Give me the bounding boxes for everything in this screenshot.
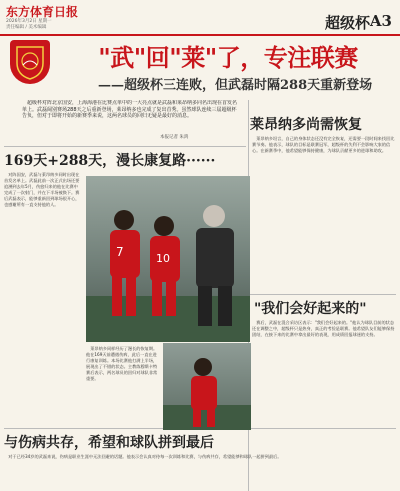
- match-photo: [86, 176, 250, 342]
- right-article-2-body: 赛后，武磊在混合采访区表示："我们会好起来的。"他认为球队目前的状态还在调整之中，超级杯只是热身，真正的考验是联赛。他希望队友们能够保持团结，在接下来的比赛中拿出最好的表现，用成绩回报球迷的支持。: [252, 320, 395, 337]
- bottom-article-body: 对于已经34岁的武磊来说，伤病是职业生涯中无法回避的话题。他表示会认真对待每一次训练和比赛，与伤病共存，希望能够和球队一起拼到最后。: [8, 454, 282, 459]
- section-divider: [250, 294, 396, 295]
- shanghai-port-crest-icon: [10, 40, 50, 84]
- section-title: 超级杯: [324, 14, 370, 32]
- player-photo-illustration: [163, 343, 251, 430]
- main-headline: "武"回"莱"了，专注联赛: [98, 43, 358, 72]
- right-article-2-title: "我们会好起来的": [254, 301, 367, 317]
- lead-byline: 本报记者 朱鸿: [160, 135, 189, 140]
- left-article-body: 莱昂纳多同样经历了漫长的恢复期。他在169天前遭遇伤病，此后一直在进行康复训练。本场比赛他打满上半场，展现出了不错的状态。主教练穆斯卡特赛后表示，两名球员的回归对球队非常重要。: [86, 346, 158, 381]
- svg-text:10: 10: [156, 252, 170, 265]
- masthead-date: 2026年3月2日 星期一: [6, 19, 52, 24]
- right-article-1-title: 莱昂纳多尚需恢复: [250, 117, 362, 133]
- page-number: A3: [369, 12, 392, 30]
- match-photo-illustration: [86, 176, 250, 342]
- svg-text:7: 7: [116, 245, 124, 259]
- left-article-body: 对阵国安，武磊与莱昂纳多同时出现在首发名单上。武磊此前一次正式出场还要追溯到去年5月，伤愈归来的他在比赛中完成了一次射门，并在下半场被换下。赛后武磊表示，能够重新回到球场很开心，也感谢所有一直支持他的人。: [4, 172, 80, 207]
- masthead-editor: 责任编辑 / 美术编辑: [6, 25, 47, 30]
- player-photo: [163, 343, 251, 430]
- masthead-info: [6, 19, 52, 31]
- main-subhead: ——超级杯三连败，但武磊时隔288天重新登场: [98, 78, 373, 93]
- lead-paragraph: 超级杯对阵北京国安，上海海港在比赛点单中的一大亮点就是武磊和莱昂纳多同名出现在首发名单上。武磊阔别赛场288天之后重新登场，莱昂纳多也完成了复出首秀。虽然球队连续三届超级杯告负，但对于即将开始的新赛季来说，这两名球员的回归无疑是最好的消息。: [22, 100, 238, 119]
- masthead-title: 东方体育日报: [6, 5, 79, 19]
- right-article-1-body: 莱昂纳多坦言，自己的身体状态还没有完全恢复，还需要一段时间来找回比赛节奏。他表示，球队的目标是联赛冠军，超级杯的失利不会影响大家的信心。在新赛季中，他希望能够保持健康，为球队贡献更多的进球和助攻。: [252, 136, 395, 153]
- left-article-title: 169天+288天，漫长康复路······: [4, 153, 216, 169]
- page-header: [0, 0, 400, 36]
- section-divider: [4, 146, 246, 147]
- bottom-article-title: 与伤病共存，希望和球队拼到最后: [4, 435, 214, 451]
